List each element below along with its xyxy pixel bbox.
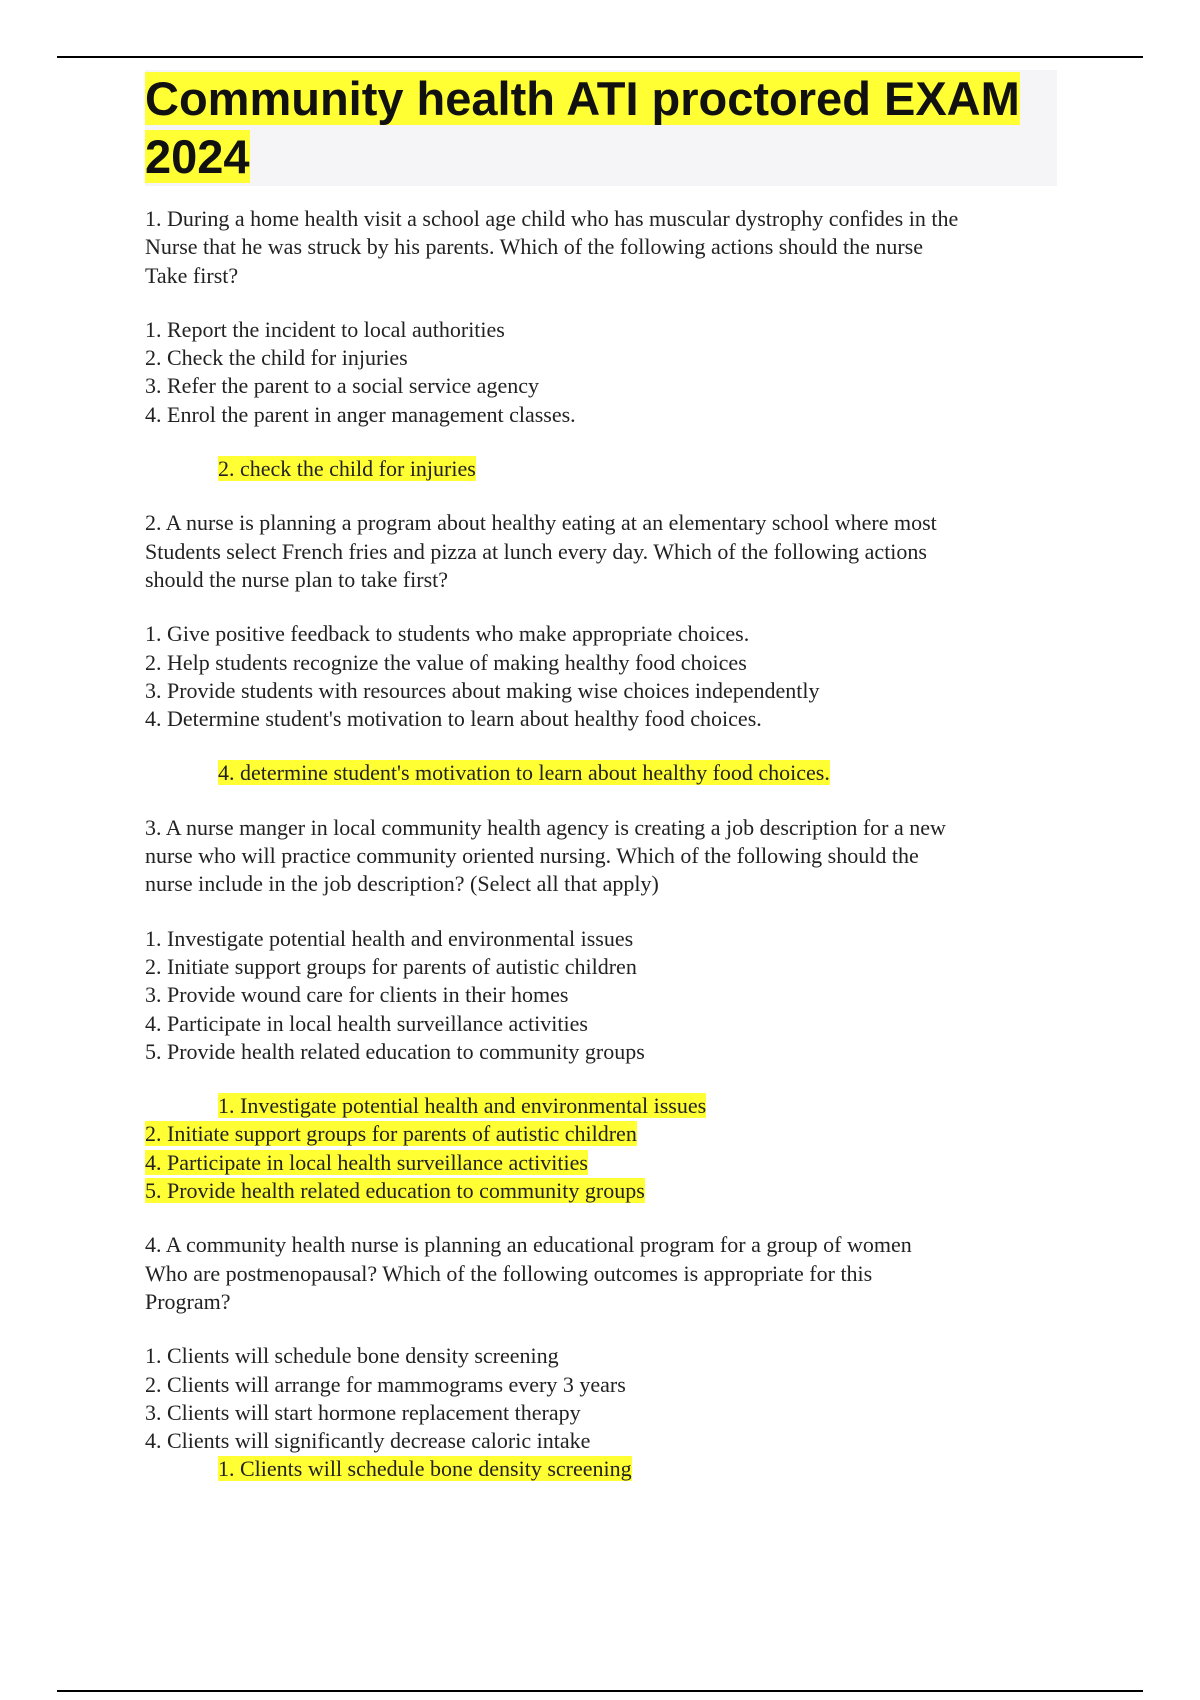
- option-item: 2. Help students recognize the value of making healthy food choices: [145, 649, 747, 675]
- highlighted-answer: 4. determine student's motivation to learn about healthy food choices.: [218, 760, 830, 786]
- highlighted-answer: 1. Investigate potential health and environmental issues: [218, 1093, 707, 1119]
- option-list: [145, 620, 1057, 733]
- question-text: 2. A nurse is planning a program about healthy eating at an elementary school where most Students select French fries and pizza at lunch every day. Which of the following actions should the nurse plan to take first?: [145, 510, 937, 592]
- highlighted-answer: 2. Initiate support groups for parents of autistic children: [145, 1121, 637, 1147]
- option-item: 4. Clients will significantly decrease caloric intake: [145, 1428, 591, 1454]
- title-block: [145, 70, 1057, 186]
- answer-block: [145, 759, 1057, 787]
- title-line-2: 2024: [145, 130, 250, 183]
- highlighted-answer: 1. Clients will schedule bone density screening: [218, 1456, 632, 1482]
- question-text: 1. During a home health visit a school age child who has muscular dystrophy confides in the Nurse that he was struck by his parents. Which of the following actions should the nurse Take first?: [145, 206, 959, 288]
- option-list: [145, 925, 1057, 1066]
- option-item: 3. Clients will start hormone replacement therapy: [145, 1399, 581, 1425]
- option-item: 1. Investigate potential health and environmental issues: [145, 925, 634, 951]
- document-body: [145, 205, 1057, 1484]
- highlighted-answer: 5. Provide health related education to community groups: [145, 1178, 645, 1204]
- question-2: [145, 509, 1057, 787]
- option-item: 5. Provide health related education to community groups: [145, 1038, 645, 1064]
- option-item: 1. Report the incident to local authorities: [145, 316, 505, 342]
- question-text: 4. A community health nurse is planning an educational program for a group of women Who are postmenopausal? Which of the following outcomes is appropriate for this Program?: [145, 1232, 912, 1314]
- answer-block: [145, 1455, 1057, 1483]
- option-item: 3. Provide wound care for clients in their homes: [145, 982, 569, 1008]
- option-item: 2. Clients will arrange for mammograms every 3 years: [145, 1371, 626, 1397]
- option-item: 2. Check the child for injuries: [145, 345, 408, 371]
- option-item: 4. Participate in local health surveillance activities: [145, 1010, 588, 1036]
- answer-block: [145, 455, 1057, 483]
- top-rule: [57, 56, 1143, 58]
- page-title: [145, 70, 1057, 186]
- option-item: 4. Determine student's motivation to learn about healthy food choices.: [145, 706, 762, 732]
- question-1: [145, 205, 1057, 483]
- question-3: [145, 814, 1057, 1206]
- option-item: 1. Give positive feedback to students who make appropriate choices.: [145, 621, 750, 647]
- question-text: 3. A nurse manger in local community health agency is creating a job description for a new nurse who will practice community oriented nursing. Which of the following should the nurse include in the job description? (Select all that apply): [145, 814, 946, 897]
- highlighted-answer: 2. check the child for injuries: [218, 456, 476, 482]
- option-item: 4. Enrol the parent in anger management classes.: [145, 401, 576, 427]
- option-item: 2. Initiate support groups for parents of autistic children: [145, 953, 637, 979]
- option-list: [145, 316, 1057, 429]
- title-line-1: Community health ATI proctored EXAM: [145, 72, 1020, 125]
- option-item: 1. Clients will schedule bone density screening: [145, 1343, 559, 1369]
- highlighted-answer: 4. Participate in local health surveillance activities: [145, 1149, 588, 1175]
- answer-block: [145, 1092, 1057, 1205]
- option-item: 3. Provide students with resources about making wise choices independently: [145, 677, 820, 703]
- bottom-rule: [57, 1690, 1143, 1692]
- option-list: [145, 1342, 1057, 1455]
- question-4: [145, 1231, 1057, 1483]
- option-item: 3. Refer the parent to a social service agency: [145, 373, 539, 399]
